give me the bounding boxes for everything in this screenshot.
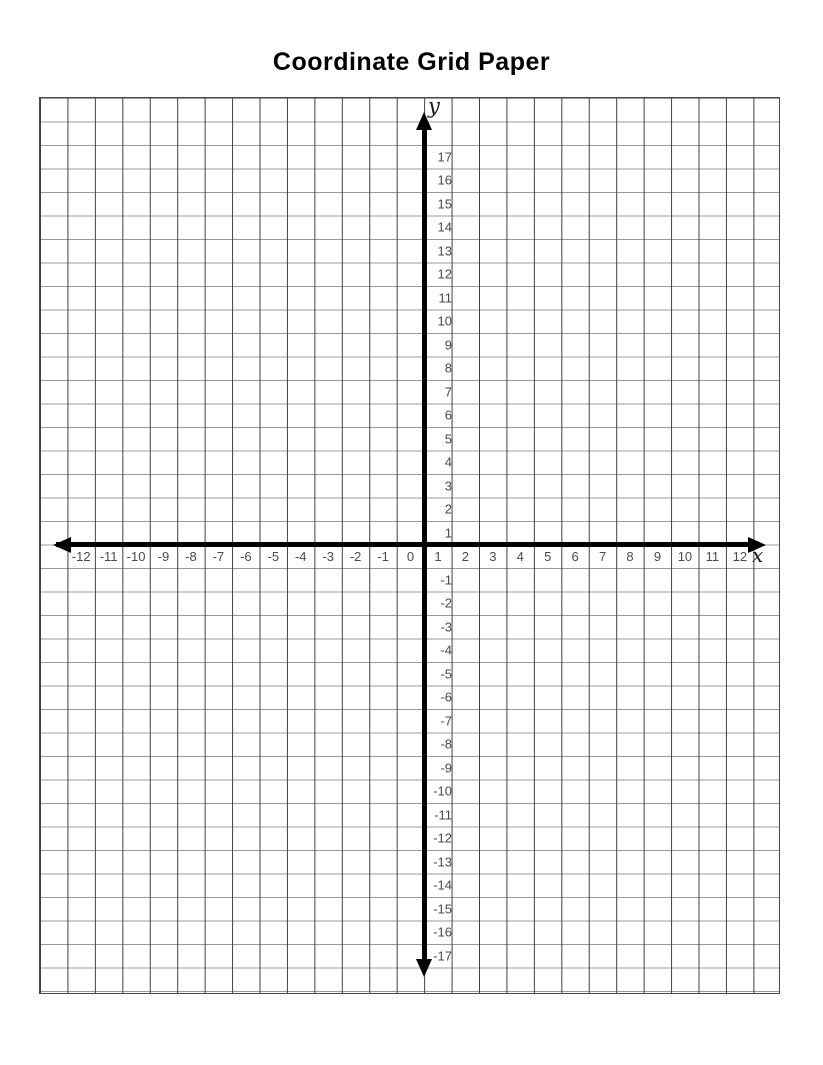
y-tick-label: 6 — [444, 407, 452, 423]
coordinate-grid — [39, 94, 780, 994]
x-tick-label: -8 — [185, 548, 197, 564]
y-tick-label: -5 — [440, 666, 452, 681]
y-tick-label: 11 — [438, 290, 452, 305]
x-tick-label: 1 — [434, 548, 442, 564]
x-tick-label: 2 — [461, 548, 469, 564]
x-axis-line — [56, 542, 748, 547]
x-tick-label: -3 — [322, 548, 334, 564]
y-tick-label: -14 — [433, 877, 452, 893]
y-tick-label: -16 — [433, 924, 452, 940]
x-tick-label: -10 — [126, 548, 146, 564]
y-tick-label: 8 — [444, 360, 452, 376]
y-tick-label: 3 — [444, 478, 452, 493]
y-tick-label: 16 — [437, 172, 452, 188]
y-tick-label: -2 — [440, 595, 452, 611]
x-tick-label: 8 — [626, 548, 634, 564]
y-tick-label: -3 — [440, 619, 452, 634]
y-tick-label: 9 — [444, 337, 452, 352]
y-tick-label: -1 — [440, 572, 452, 587]
x-tick-label: -9 — [157, 548, 170, 564]
y-tick-label: -13 — [433, 854, 452, 869]
x-tick-label: 12 — [732, 548, 748, 564]
y-tick-label: -8 — [440, 736, 452, 752]
x-tick-label: -1 — [377, 548, 389, 564]
y-tick-label: 13 — [437, 243, 452, 258]
x-tick-label: -4 — [294, 548, 307, 564]
y-tick-label: -6 — [440, 689, 452, 705]
y-tick-label: 5 — [444, 431, 452, 446]
y-tick-label: -17 — [433, 948, 452, 963]
x-tick-label: 3 — [489, 548, 497, 564]
x-tick-label: 7 — [598, 548, 607, 564]
y-tick-label: 12 — [437, 266, 452, 282]
y-tick-label: -11 — [434, 807, 452, 822]
y-tick-label: -4 — [440, 642, 452, 658]
y-axis-arrow-down-icon — [416, 959, 432, 977]
y-tick-label: 7 — [444, 384, 452, 399]
x-tick-label: -12 — [71, 548, 91, 564]
y-tick-label: -12 — [433, 830, 452, 846]
y-axis-letter-label: y — [428, 94, 440, 118]
x-tick-label: 0 — [406, 548, 415, 564]
x-axis-letter-label: x — [752, 543, 764, 567]
x-axis-arrow-left-icon — [53, 537, 71, 553]
x-tick-label: 4 — [516, 548, 524, 564]
y-tick-label: -9 — [440, 760, 452, 775]
y-tick-label: 2 — [444, 501, 452, 517]
x-tick-label: 6 — [571, 548, 579, 564]
y-tick-label: -7 — [440, 713, 452, 728]
y-tick-label: -15 — [433, 901, 452, 916]
x-tick-label: -2 — [349, 548, 362, 564]
x-tick-label: -7 — [212, 548, 225, 564]
x-tick-label: 11 — [705, 548, 720, 564]
y-tick-label: 10 — [437, 313, 452, 329]
x-tick-label: -6 — [240, 548, 252, 564]
x-tick-label: -11 — [99, 548, 118, 564]
y-tick-label: 1 — [444, 525, 452, 540]
x-tick-label: -5 — [267, 548, 280, 564]
page-title: Coordinate Grid Paper — [272, 48, 551, 76]
y-tick-label: 14 — [437, 219, 452, 235]
y-tick-label: 4 — [444, 454, 452, 470]
x-tick-label: 9 — [653, 548, 662, 564]
y-tick-label: 15 — [437, 196, 452, 211]
y-tick-label: 17 — [437, 149, 452, 164]
y-tick-label: -10 — [433, 783, 452, 799]
x-tick-label: 10 — [677, 548, 693, 564]
x-tick-label: 5 — [544, 548, 552, 564]
